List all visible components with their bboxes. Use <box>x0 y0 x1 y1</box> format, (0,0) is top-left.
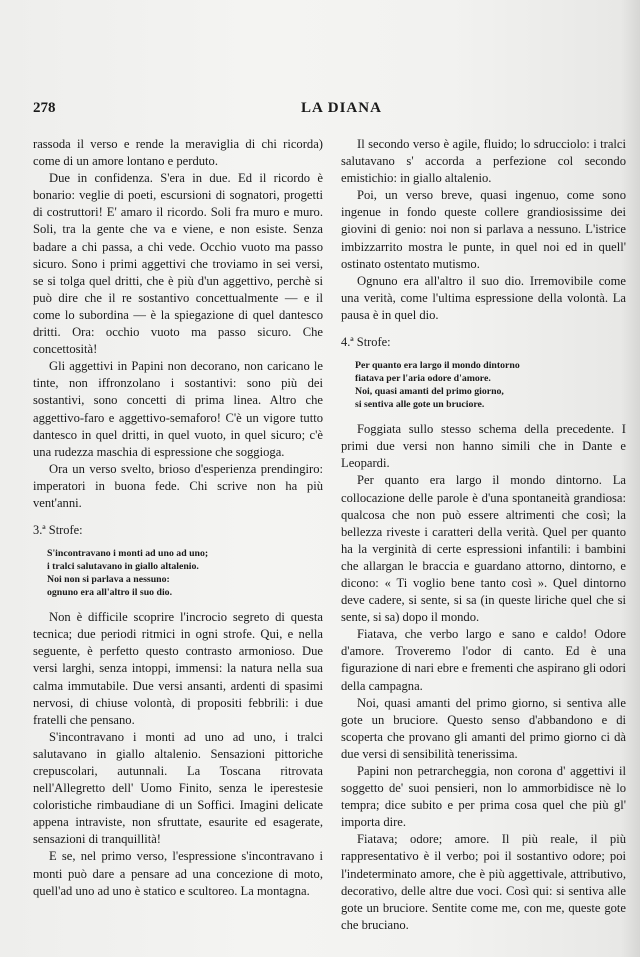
paragraph: Poi, un verso breve, quasi ingenuo, come sono ingenue in fondo queste collere grandiosissime dei giovini di genio: noi non si parlava a nessuno. L'istrice imbizzarrito mostra le punte, in quel noi ed in quell' ostinato ostentato mutismo. <box>341 188 626 271</box>
poem-line: Noi, quasi amanti del primo giorno, <box>355 386 504 398</box>
paragraph: Due in confidenza. S'era in due. Ed il ricordo è bonario: veglie di poeti, escursioni di sognatori, progetti di costruttori! E' amaro il ricordo. Soli fra muro e muro. Soli, tra la gente che va e viene, e non esiste. Senza badare a chi passa, a chi vede. Occhio vuoto ma passo sicuro. Sono i primi aggettivi che troviamo in sei versi, se si tolga quel dritti, che è più d'un aggettivo, perchè si può dire che il re sostantivo concettualmente — e il come lo subordina — è la spiegazione di quel dantesco dritti. Ora: occhio vuoto ma passo sicuro. Che concettosità! <box>33 171 323 357</box>
paragraph: Papini non petrarcheggia, non corona d' aggettivi il soggetto de' suoi pensieri, non lo ammorbidisce nè lo tempra; dice subito e per prima cosa quel che più gl' importa dire. <box>341 764 626 830</box>
poem-line: Per quanto era largo il mondo dintorno <box>355 360 520 372</box>
poem-line: ognuno era all'altro il suo dio. <box>47 587 173 599</box>
paragraph: E se, nel primo verso, l'espressione s'incontravano i monti può dare a pensare ad una concezione di moto, quell'ad uno ad uno è statico e scultoreo. La montagna. <box>33 849 323 898</box>
paragraph: Noi, quasi amanti del primo giorno, si sentiva alle gote un bruciore. Questo senso d'abbandono e di scoperta che provano gli amanti del primo giorno ci dà due versi di sensibilità tenerissima. <box>341 695 626 761</box>
strofe-3-poem <box>47 547 323 599</box>
poem-line: S'incontravano i monti ad uno ad uno; <box>47 548 209 560</box>
poem-line: si sentiva alle gote un bruciore. <box>355 399 485 411</box>
paragraph: Gli aggettivi in Papini non decorano, non caricano le tinte, non iffronzolano i sostantivi: sono più dei sostantivi, sono concetti di prima linea. Altro che aggettivo-faro e aggettivo-semaforo! C'è un vigore tutto dantesco in quel dritti, in quel vuoto, in quel sicuro; c'è una rudezza maschia di espressione che soggioga. <box>33 359 323 459</box>
poem-line: i tralci salutavano in giallo altalenio. <box>47 561 199 573</box>
poem-line: fiatava per l'aria odore d'amore. <box>355 373 491 385</box>
paragraph: Non è difficile scoprire l'incrocio segreto di questa tecnica; due periodi ritmici in ogni strofe. Qui, e nella seguente, è perfetto questo contrasto armonioso. Due versi larghi, senza intoppi, immensi: la natura nella sua calma immutabile. Due versi ansanti, ardenti di spasimi nervosi, di chiuse volontà, di propositi febbrili: i due fratelli che pensano. <box>33 610 323 727</box>
paragraph: Il secondo verso è agile, fluido; lo sdrucciolo: i tralci salutavano s' accorda a perfezione col secondo emistichio: in giallo altalenio. <box>341 137 626 186</box>
paragraph: Ora un verso svelto, brioso d'esperienza prendingiro: imperatori in buona fede. Chi scrive non ha più vent'anni. <box>33 461 323 510</box>
paragraph: Per quanto era largo il mondo dintorno. La collocazione delle parole è d'una spontaneità grandiosa: qualcosa che non può essere altrimenti che così; la bellezza riveste i caratteri della verità. Quel per quanto ha la verginità di certe espressioni infantili: i bambini che allargan le braccia e guardano attorno, dintorno, e dicono: « Ti voglio bene tanto così ». Quel dintorno deve cadere, si sente, si sa (in queste liriche quel che si sente, si sa) dopo il mondo. <box>341 473 626 625</box>
strofe-4-heading: 4.ª Strofe: <box>341 335 391 350</box>
paragraph: Fiatava, che verbo largo e sano e caldo! Odore d'amore. Troveremo l'odor di canto. Ed è una figurazione di nari ebre e frementi che aspirano gli odori della campagna. <box>341 627 626 693</box>
paragraph: S'incontravano i monti ad uno ad uno, i tralci salutavano in giallo altalenio. Sensazioni pittoriche crepuscolari, autunnali. La Toscana ritrovata nell'Allegretto dell' Uomo Finito, senza le iperestesie coloristiche rimbaudiane di un Soffici. Imagini delicate appena intraviste, non sfruttate, esaurite ed esagerate, sensazioni di tranquillità! <box>33 729 323 847</box>
strofe-3-heading: 3.ª Strofe: <box>33 523 83 538</box>
poem-line: Noi non si parlava a nessuno: <box>47 574 170 586</box>
strofe-4-poem <box>355 359 626 411</box>
paragraph: Fiatava; odore; amore. Il più reale, il più rappresentativo è il verbo; poi il sostantivo odore; poi l'indeterminato amore, che è più aggettivale, attributivo, decorativo, delle altre due voci. Così qui: si sentiva alle gote un bruciore. Sentite come me, con me, queste gote che bruciano. <box>341 832 626 932</box>
paragraph: rassoda il verso e rende la meraviglia di chi ricorda) come di un amore lontano e perduto. <box>33 137 323 169</box>
page-header <box>33 100 613 120</box>
paragraph: Foggiata sullo stesso schema della precedente. I primi due versi non hanno simili che in Dante e Leopardi. <box>341 422 626 471</box>
running-head: LA DIANA <box>301 100 382 116</box>
left-column <box>33 136 323 900</box>
right-column <box>341 136 626 934</box>
paragraph: Ognuno era all'altro il suo dio. Irremovibile come una verità, come l'ultima espressione della volontà. La pausa è in quel dio. <box>341 273 626 322</box>
page-number: 278 <box>33 100 56 116</box>
